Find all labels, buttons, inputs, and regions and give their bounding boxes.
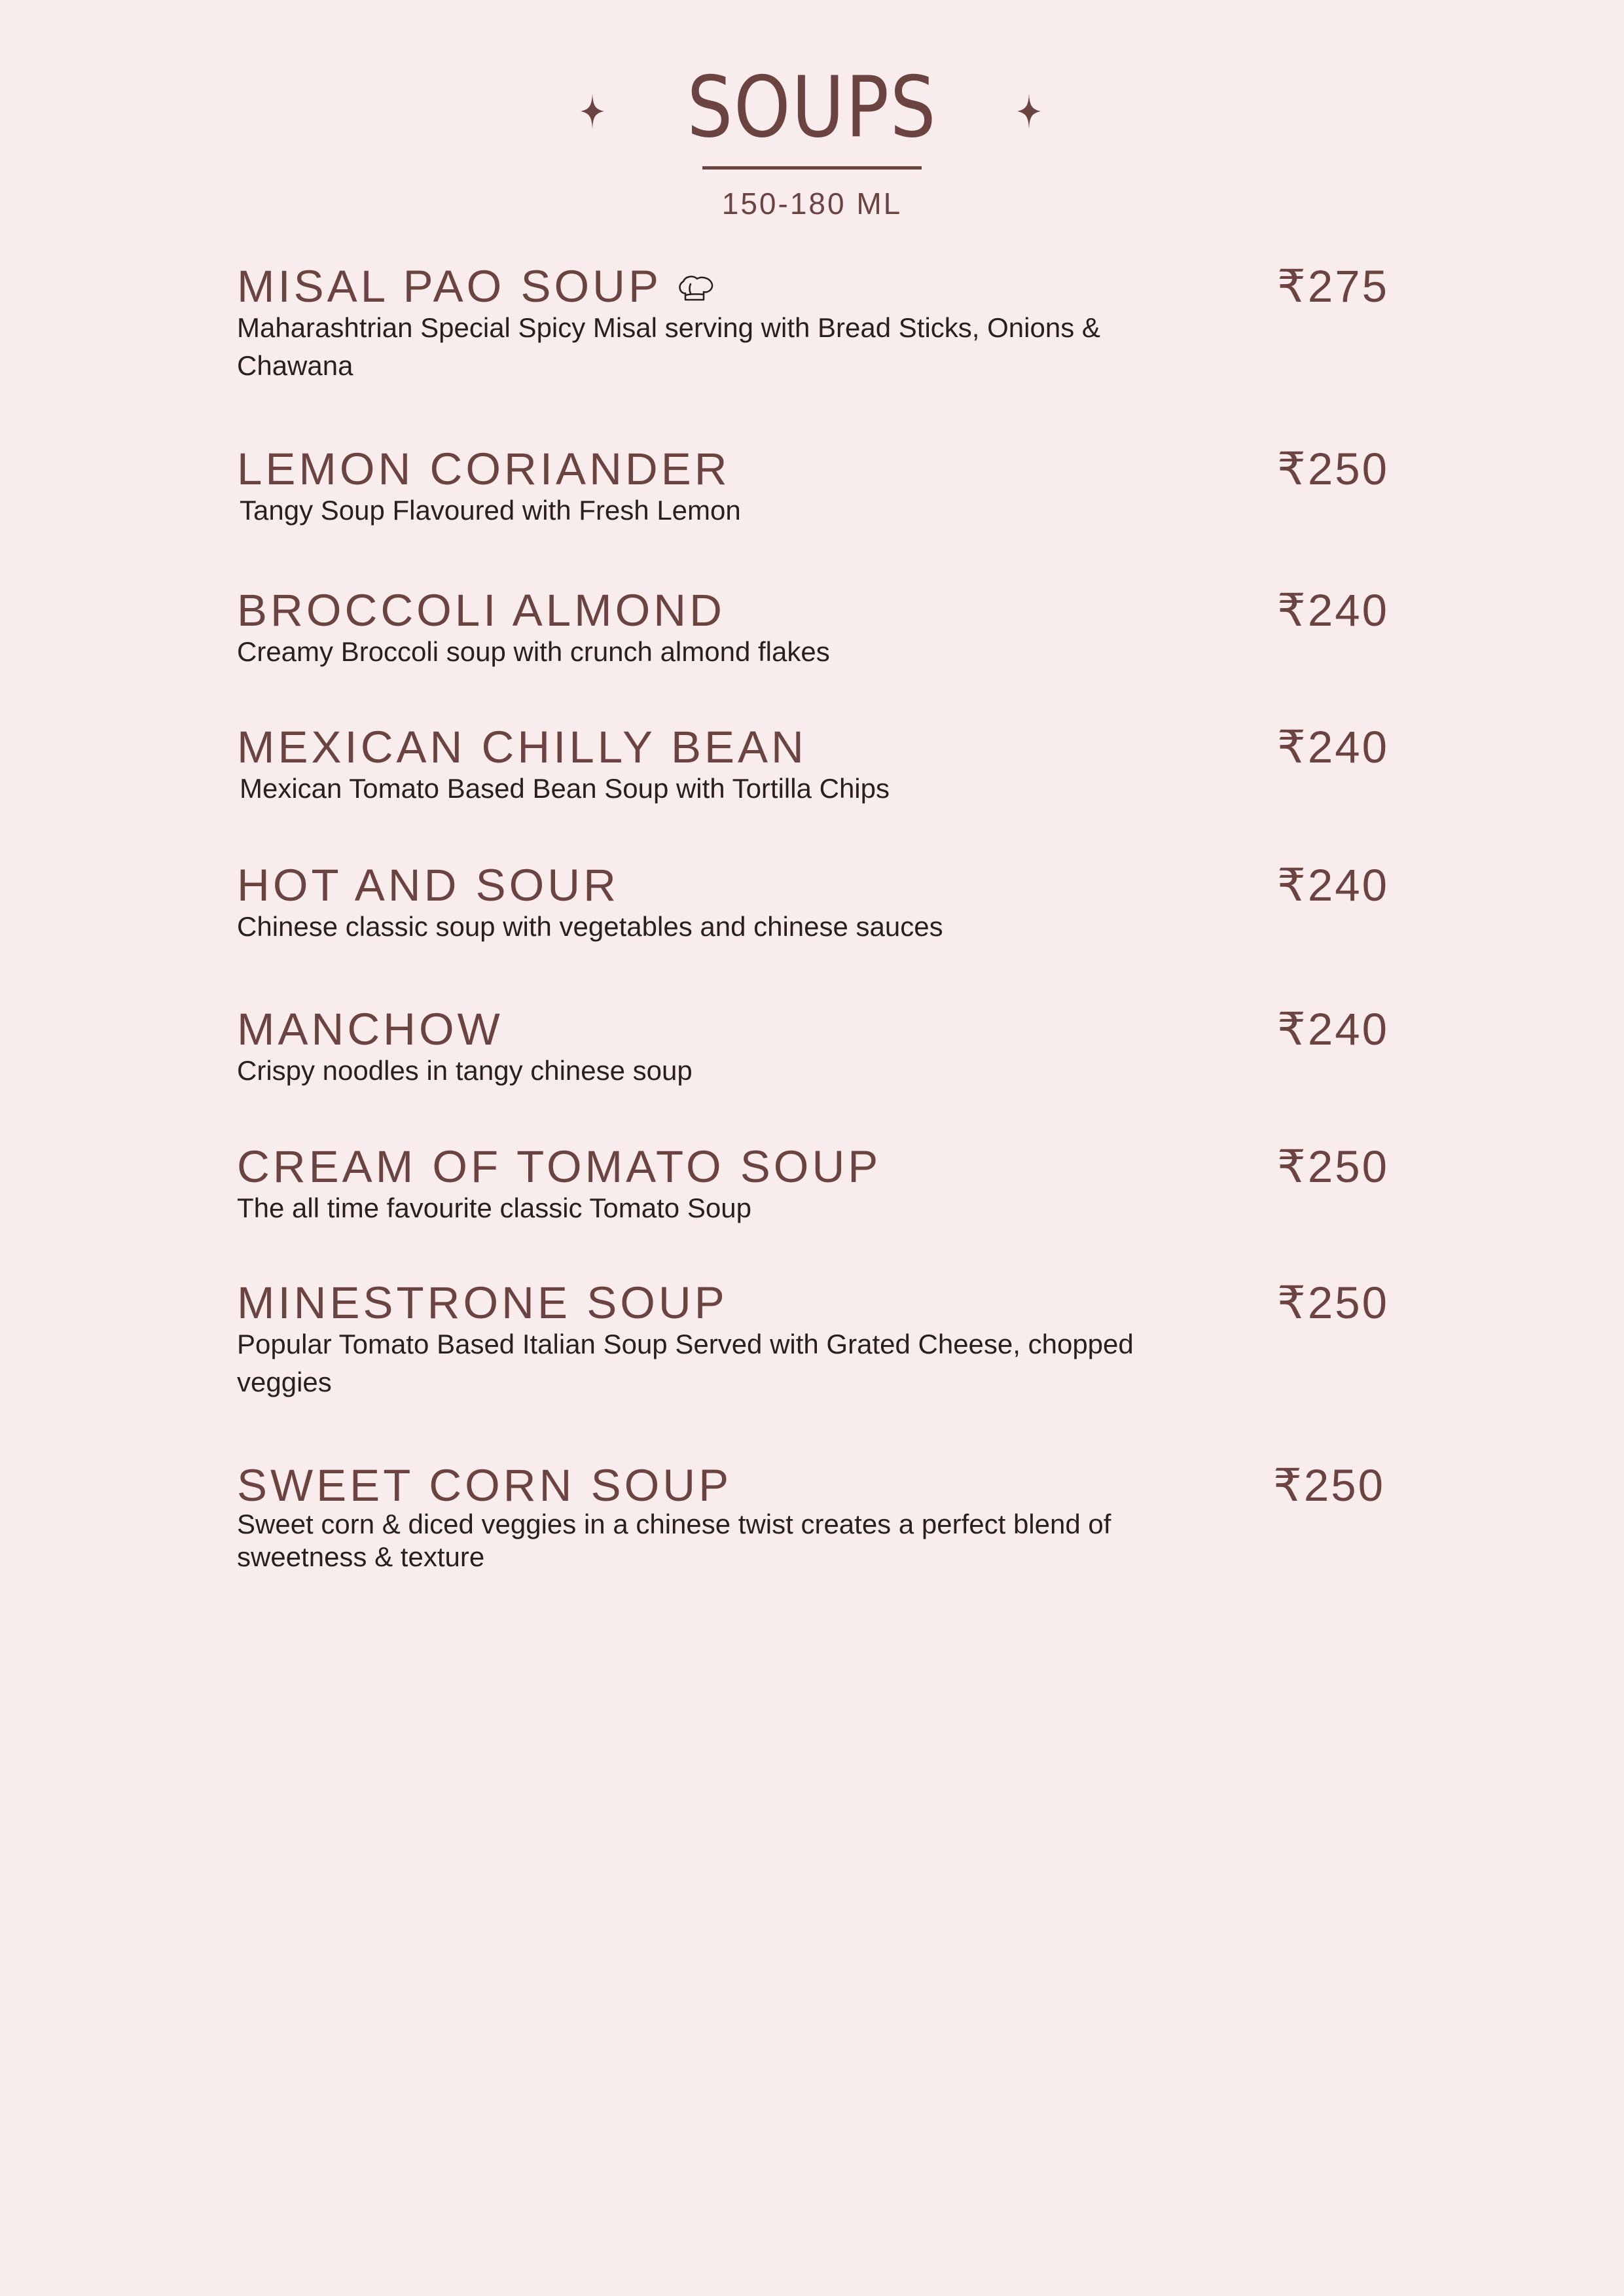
item-name-text: MISAL PAO SOUP <box>237 261 662 312</box>
item-description: Maharashtrian Special Spicy Misal serving with Bread Sticks, Onions & Chawana <box>237 312 1100 381</box>
item-description: Tangy Soup Flavoured with Fresh Lemon <box>240 495 741 526</box>
item-price: ₹250 <box>1272 1460 1385 1511</box>
item-price: ₹250 <box>1276 1141 1389 1192</box>
item-description: Popular Tomato Based Italian Soup Served with Grated Cheese, chopped veggies <box>237 1329 1134 1397</box>
item-description: Sweet corn & diced veggies in a chinese twist creates a perfect blend of sweetness & texture <box>237 1509 1111 1572</box>
item-name: MINESTRONE SOUP <box>237 1278 728 1328</box>
item-description: Chinese classic soup with vegetables and chinese sauces <box>237 911 943 942</box>
page-title: SOUPS <box>687 59 937 156</box>
item-description: Creamy Broccoli soup with crunch almond flakes <box>237 636 830 667</box>
item-name: HOT AND SOUR <box>237 860 619 910</box>
item-price: ₹250 <box>1276 444 1389 494</box>
item-name: BROCCOLI ALMOND <box>237 585 725 636</box>
title-divider <box>702 166 922 170</box>
sparkle-icon <box>1017 94 1041 129</box>
item-name <box>237 260 714 313</box>
item-price: ₹240 <box>1276 860 1389 910</box>
item-price: ₹275 <box>1276 261 1389 312</box>
item-name: CREAM OF TOMATO SOUP <box>237 1141 882 1192</box>
menu-header <box>0 0 1624 236</box>
item-description: Crispy noodles in tangy chinese soup <box>237 1055 693 1086</box>
item-price: ₹240 <box>1276 722 1389 772</box>
item-description: The all time favourite classic Tomato Soup <box>237 1193 751 1223</box>
item-price: ₹240 <box>1276 1004 1389 1054</box>
item-price: ₹250 <box>1276 1278 1389 1328</box>
item-name: SWEET CORN SOUP <box>237 1460 732 1511</box>
chef-hat-icon <box>677 274 714 302</box>
serving-size: 150-180 ML <box>721 187 903 221</box>
item-name: LEMON CORIANDER <box>237 444 731 494</box>
item-name: MANCHOW <box>237 1004 503 1054</box>
item-price: ₹240 <box>1276 585 1389 636</box>
item-name: MEXICAN CHILLY BEAN <box>237 722 807 772</box>
item-description: Mexican Tomato Based Bean Soup with Tortilla Chips <box>240 773 890 804</box>
